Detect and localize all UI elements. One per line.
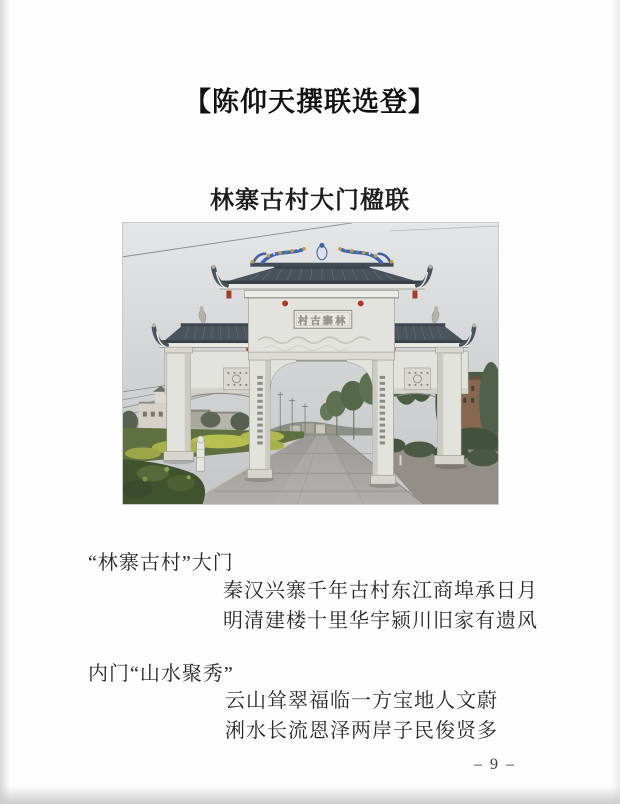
page-title: 【陈仰天撰联选登】 bbox=[184, 87, 436, 118]
balustrade-post bbox=[197, 436, 205, 471]
scan-shadow-left bbox=[0, 0, 10, 804]
gate-photo bbox=[122, 222, 499, 505]
couplet-line: 秦汉兴寨千年古村东江商埠承日月 bbox=[223, 580, 538, 602]
couplet-line: 明清建楼十里华宇颍川旧家有遗风 bbox=[223, 610, 538, 632]
gate-photo-illustration bbox=[123, 223, 498, 504]
couplet-heading-main-gate: “林寨古村”大门 bbox=[88, 552, 234, 574]
page-number: – 9 – bbox=[474, 756, 516, 773]
section-heading: 林寨古村大门楹联 bbox=[210, 187, 410, 214]
couplet-line: 浰水长流恩泽两岸子民俊贤多 bbox=[225, 720, 498, 742]
couplet-line: 云山耸翠福临一方宝地人文蔚 bbox=[225, 690, 498, 712]
gate-plaque-text: 村古寨林 bbox=[298, 315, 348, 327]
scan-shadow-right bbox=[612, 0, 620, 804]
couplet-heading-inner-gate: 内门“山水聚秀” bbox=[88, 663, 234, 685]
scan-shadow-bottom bbox=[0, 786, 620, 804]
